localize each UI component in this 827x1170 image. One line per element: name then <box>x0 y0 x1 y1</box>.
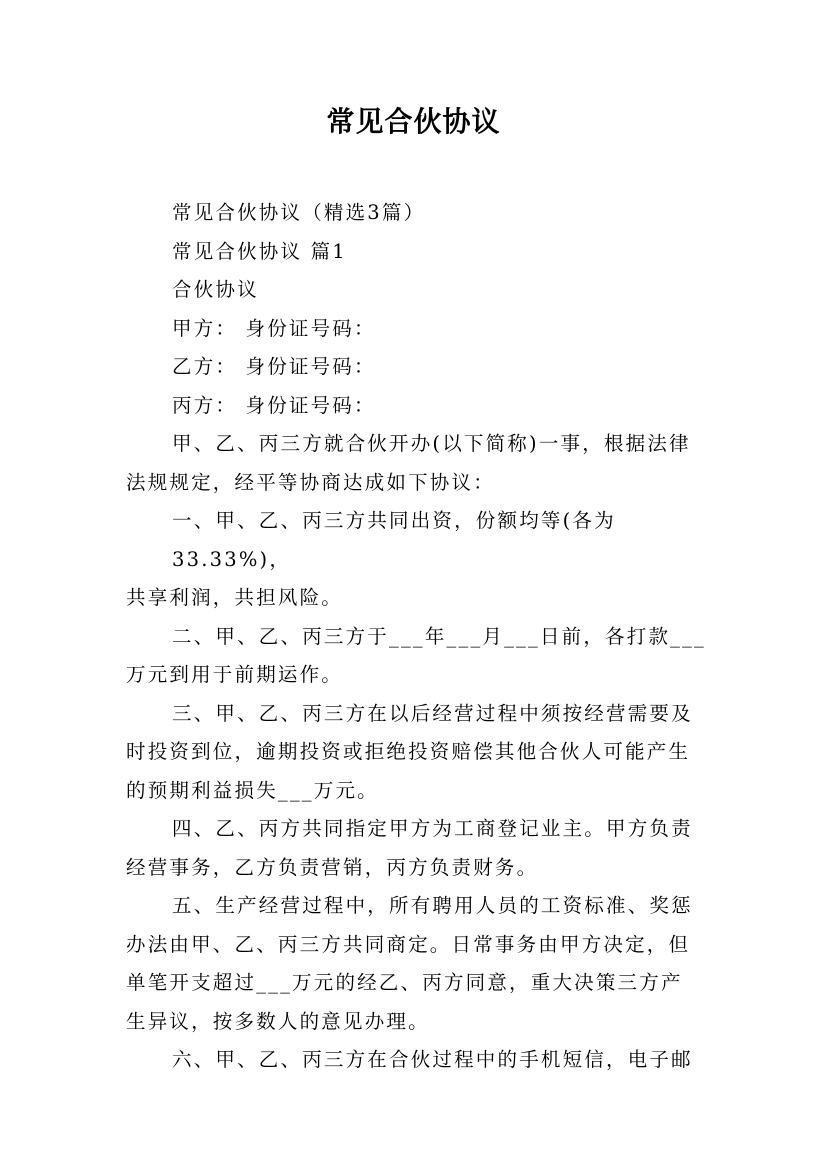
party-a-line: 甲方： 身份证号码： <box>172 316 376 340</box>
party-c-line: 丙方： 身份证号码： <box>172 393 376 417</box>
paragraph-line: 万元到用于前期运作。 <box>126 663 344 686</box>
paragraph-preamble <box>126 425 706 502</box>
paragraph-clause-3 <box>126 695 706 811</box>
paragraph-line: 二、甲、乙、丙三方于___年___月___日前，各打款___ <box>172 624 707 648</box>
paragraph-line: 经营事务，乙方负责营销，丙方负责财务。 <box>126 855 539 879</box>
paragraph-clause-5 <box>126 887 706 1041</box>
paragraph-line: 办法由甲、乙、丙三方共同商定。日常事务由甲方决定，但 <box>126 932 691 956</box>
paragraph-line: 共享利润，共担风险。 <box>126 586 344 609</box>
document-title: 常见合伙协议 <box>326 105 501 138</box>
agreement-heading: 合伙协议 <box>172 278 259 301</box>
paragraph-line: 六、甲、乙、丙三方在合伙过程中的手机短信，电子邮 <box>172 1048 693 1071</box>
paragraph-line: 的预期利益损失___万元。 <box>126 778 379 802</box>
paragraph-clause-2 <box>126 618 706 695</box>
paragraph-clause-1 <box>126 502 706 618</box>
paragraph-line: 五、生产经营过程中，所有聘用人员的工资标准、奖惩 <box>172 894 693 917</box>
subtitle-line: 常见合伙协议（精选3篇） <box>172 201 426 224</box>
paragraph-line: 甲、乙、丙三方就合伙开办(以下简称)一事，根据法律 <box>172 432 691 455</box>
party-b-line: 乙方： 身份证号码： <box>172 355 376 378</box>
paragraph-line: 三、甲、乙、丙三方在以后经营过程中须按经营需要及 <box>172 701 693 725</box>
paragraph-line: 法规规定，经平等协商达成如下协议： <box>126 470 495 494</box>
paragraph-clause-6 <box>126 1041 706 1080</box>
section-heading: 常见合伙协议 篇1 <box>172 239 347 263</box>
paragraph-line: 生异议，按多数人的意见办理。 <box>126 1009 430 1033</box>
paragraph-line: 四、乙、丙方共同指定甲方为工商登记业主。甲方负责 <box>172 817 693 840</box>
document-body <box>126 194 706 1080</box>
paragraph-line: 时投资到位，逾期投资或拒绝投资赔偿其他合伙人可能产生 <box>126 740 691 763</box>
paragraph-line: 单笔开支超过___万元的经乙、丙方同意，重大决策三方产 <box>126 971 683 994</box>
paragraph-line: 一、甲、乙、丙三方共同出资，份额均等(各为33.33%)， <box>172 509 616 571</box>
paragraph-clause-4 <box>126 810 706 887</box>
